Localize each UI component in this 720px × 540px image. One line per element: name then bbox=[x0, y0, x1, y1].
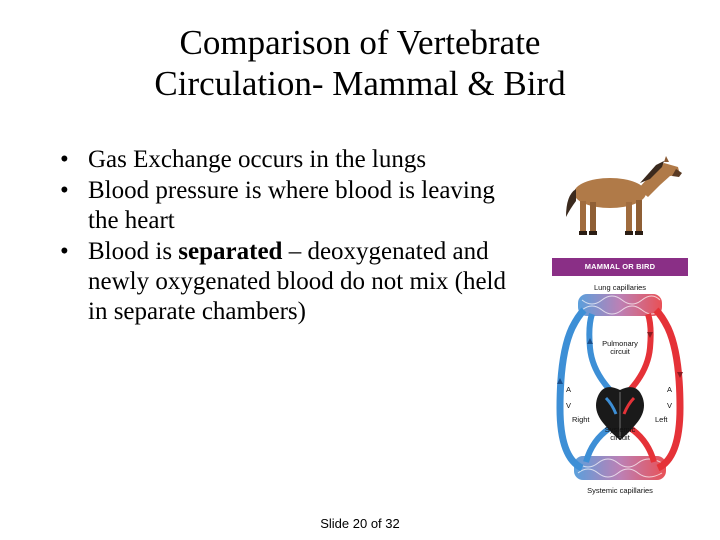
right-side-label: Right bbox=[572, 415, 590, 424]
title-line-1: Comparison of Vertebrate bbox=[179, 23, 541, 62]
bullet-item: • Gas Exchange occurs in the lungs bbox=[58, 145, 528, 175]
horse-image bbox=[552, 145, 692, 245]
bullet-list bbox=[58, 145, 528, 328]
slide-title bbox=[60, 22, 660, 104]
pulmonary-circuit-label: Pulmonary circuit bbox=[602, 339, 638, 356]
bullet-item: • Blood is separated – deoxygenated and newly oxygenated blood do not mix (held in separate chambers) bbox=[58, 237, 528, 327]
systemic-circuit-label: Systemic circuit bbox=[604, 425, 636, 442]
circulation-loops-graphic bbox=[552, 258, 688, 500]
systemic-capillaries-label: Systemic capillaries bbox=[587, 486, 653, 495]
lung-capillaries-label: Lung capillaries bbox=[593, 283, 647, 292]
ventricle-left-label: V bbox=[566, 401, 572, 410]
circulation-diagram bbox=[552, 258, 688, 500]
ventricle-right-label: V bbox=[667, 401, 673, 410]
systemic-vein bbox=[560, 310, 584, 468]
atrium-right-label: A bbox=[667, 385, 673, 394]
title-line-2: Circulation- Mammal & Bird bbox=[154, 64, 566, 103]
atrium-left-label: A bbox=[566, 385, 572, 394]
left-side-label: Left bbox=[655, 415, 668, 424]
bold-term: separated bbox=[178, 238, 283, 265]
lung-capillary-bed bbox=[578, 294, 662, 316]
slide-number: Slide 20 of 32 bbox=[320, 516, 400, 531]
diagram-header: MAMMAL OR BIRD bbox=[552, 258, 688, 276]
bullet-item: • Blood pressure is where blood is leaving the heart bbox=[58, 176, 528, 236]
